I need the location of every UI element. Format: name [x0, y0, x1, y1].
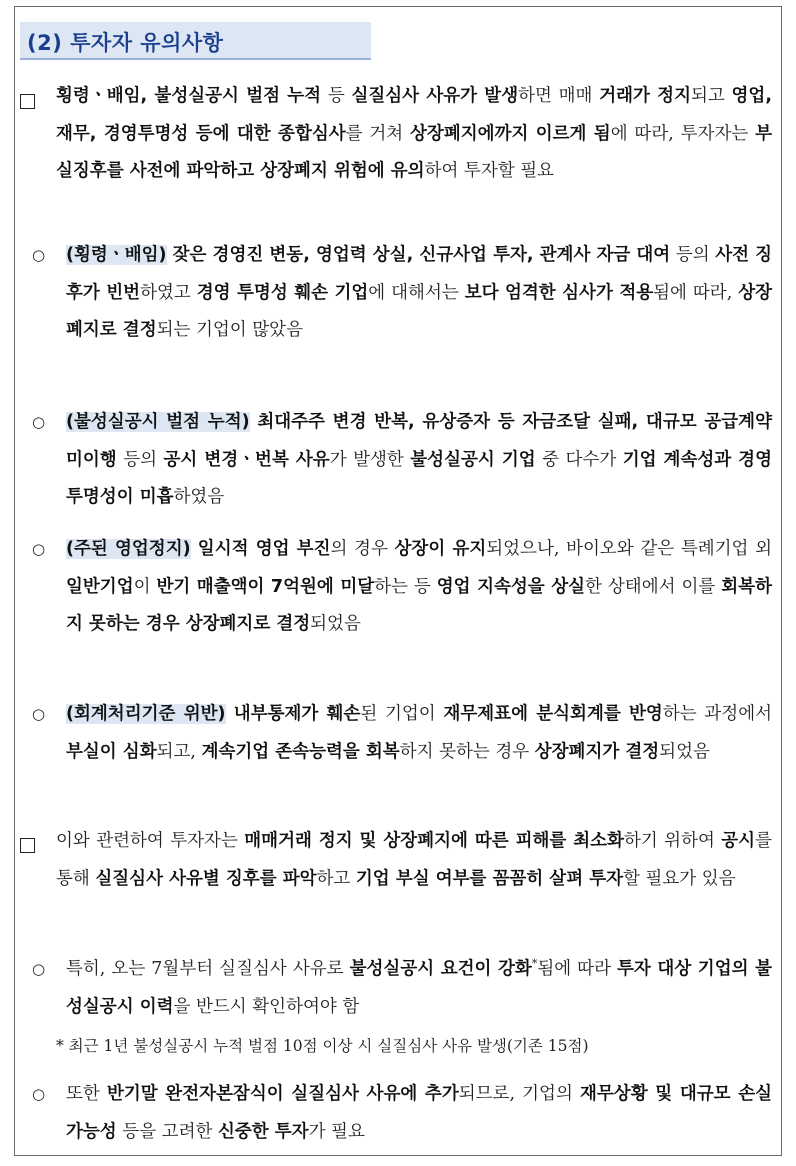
- bullet-circle-icon: ○: [32, 246, 46, 264]
- bullet-capital-impairment: 또한 반기말 완전자본잠식이 실질심사 사유에 추가되므로, 기업의 재무상황 및 대규모 손실 가능성 등을 고려한 신중한 투자가 필요: [66, 1084, 773, 1142]
- paragraph-1: 횡령ㆍ배임, 불성실공시 벌점 누적 등 실질심사 사유가 발생하면 매매 거래가 정지되고 영업, 재무, 경영투명성 등에 대한 종합심사를 거쳐 상장폐지에까지 이르게 됨에 따라, 투자자는 부실징후를 사전에 파악하고 상장폐지 위험에 유의하여 투자할 필요: [56, 86, 772, 181]
- bullet-circle-icon: ○: [32, 705, 46, 723]
- bullet-circle-icon: ○: [32, 540, 46, 558]
- bullet-circle-icon: ○: [32, 1085, 46, 1103]
- paragraph-2: 이와 관련하여 투자자는 매매거래 정지 및 상장폐지에 따른 피해를 최소화하기 위하여 공시를 통해 실질심사 사유별 징후를 파악하고 기업 부실 여부를 꼼꼼히 살펴 투자할 필요가 있음: [56, 831, 772, 889]
- section-title-box: [20, 22, 371, 60]
- bullet-circle-icon: ○: [32, 960, 46, 978]
- section-title: (2) 투자자 유의사항: [27, 31, 224, 55]
- footnote: * 최근 1년 불성실공시 누적 벌점 10점 이상 시 실질심사 사유 발생(기존 15점): [56, 1037, 589, 1055]
- bullet-circle-icon: ○: [32, 413, 46, 431]
- checkbox-square-icon: [20, 94, 35, 109]
- bullet-disclosure-penalty: (불성실공시 벌점 누적) 최대주주 변경 반복, 유상증자 등 자금조달 실패, 대규모 공급계약 미이행 등의 공시 변경ㆍ번복 사유가 발생한 불성실공시 기업 중 다수가 기업 계속성과 경영 투명성이 미흡하였음: [66, 412, 772, 507]
- bullet-business-suspension: (주된 영업정지) 일시적 영업 부진의 경우 상장이 유지되었으나, 바이오와 같은 특례기업 외 일반기업이 반기 매출액이 7억원에 미달하는 등 영업 지속성을 상실한 상태에서 이를 회복하지 못하는 경우 상장폐지로 결정되었음: [66, 539, 772, 634]
- checkbox-square-icon: [20, 838, 35, 853]
- bullet-embezzlement: (횡령ㆍ배임) 잦은 경영진 변동, 영업력 상실, 신규사업 투자, 관계사 자금 대여 등의 사전 징후가 빈번하였고 경영 투명성 훼손 기업에 대해서는 보다 엄격한 심사가 적용됨에 따라, 상장폐지로 결정되는 기업이 많았음: [66, 245, 773, 340]
- bullet-july-change: 특히, 오는 7월부터 실질심사 사유로 불성실공시 요건이 강화*됨에 따라 투자 대상 기업의 불성실공시 이력을 반드시 확인하여야 함: [66, 957, 772, 1017]
- bullet-accounting-violation: (회계처리기준 위반) 내부통제가 훼손된 기업이 재무제표에 분식회계를 반영하는 과정에서 부실이 심화되고, 계속기업 존속능력을 회복하지 못하는 경우 상장폐지가 결정되었음: [66, 704, 773, 762]
